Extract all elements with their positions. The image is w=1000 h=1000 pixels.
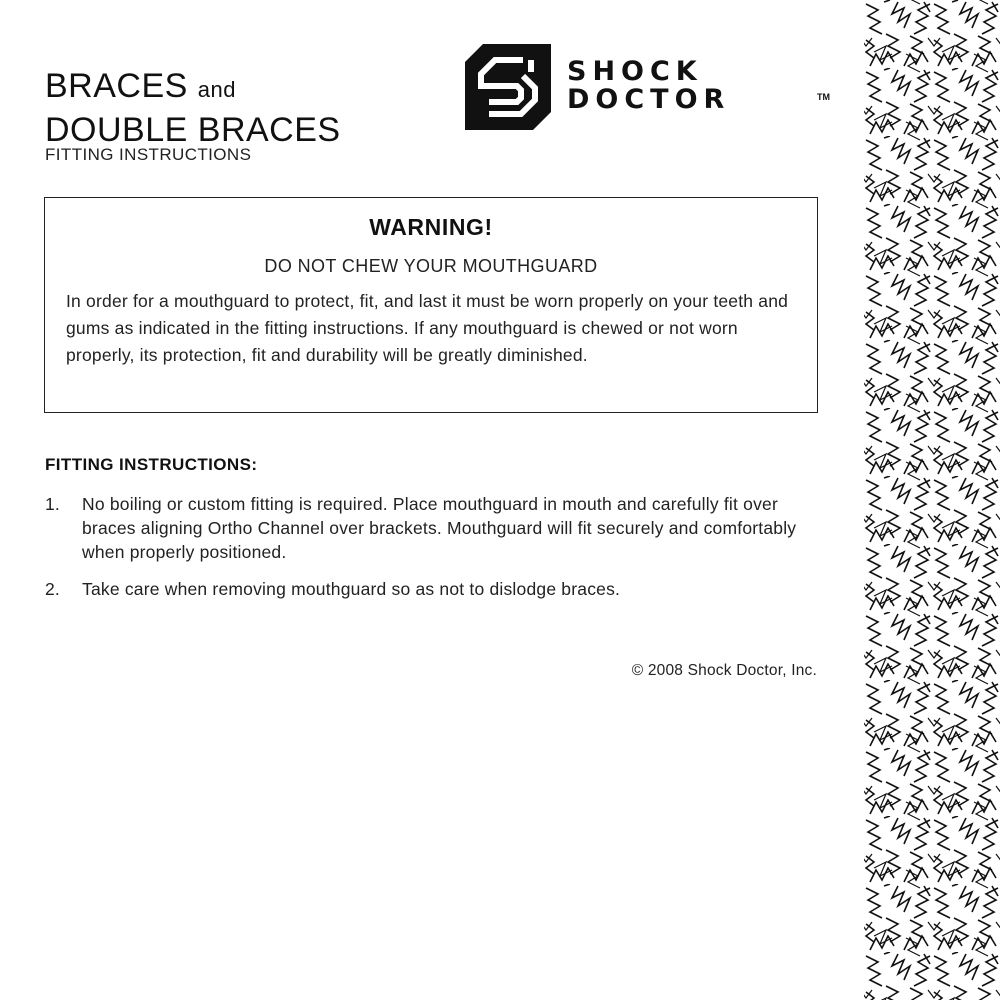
step-text: No boiling or custom fitting is required. Place mouthguard in mouth and carefully fit over braces aligning Ortho Channel over brackets. Mouthguard will fit securely and comfortably when properly positioned. — [82, 494, 797, 562]
warning-subtitle: DO NOT CHEW YOUR MOUTHGUARD — [264, 256, 598, 276]
shock-doctor-logo-icon — [465, 44, 551, 130]
copyright-notice: © 2008 Shock Doctor, Inc. — [631, 662, 817, 679]
decorative-pattern — [864, 0, 1000, 1000]
fitting-instructions-heading: FITTING INSTRUCTIONS: — [45, 455, 258, 474]
logo-wordmark — [567, 58, 835, 118]
title-double-braces: DOUBLE BRACES — [45, 111, 341, 149]
page-title — [45, 66, 341, 150]
warning-body: In order for a mouthguard to protect, fit, and last it must be worn properly on your teeth and gums as indicated in the fitting instructions. If any mouthguard is chewed or not worn properly, its protection, fit and durability will be greatly diminished. — [66, 291, 789, 365]
step-number: 2. — [45, 579, 60, 599]
warning-title: WARNING! — [369, 214, 493, 240]
step-text: Take care when removing mouthguard so as not to dislodge braces. — [82, 579, 621, 599]
brand-logo — [465, 44, 835, 130]
warning-box — [44, 197, 818, 413]
title-braces: BRACES — [45, 67, 188, 105]
page-subtitle: FITTING INSTRUCTIONS — [45, 145, 252, 164]
instruction-list — [45, 492, 815, 614]
instruction-step — [45, 577, 815, 601]
title-and: and — [197, 77, 236, 102]
step-number: 1. — [45, 494, 60, 514]
instruction-step — [45, 492, 815, 564]
logo-trademark: TM — [817, 92, 830, 102]
logo-word-doctor: DOCTOR — [567, 84, 731, 115]
logo-word-shock: SHOCK — [567, 56, 703, 87]
